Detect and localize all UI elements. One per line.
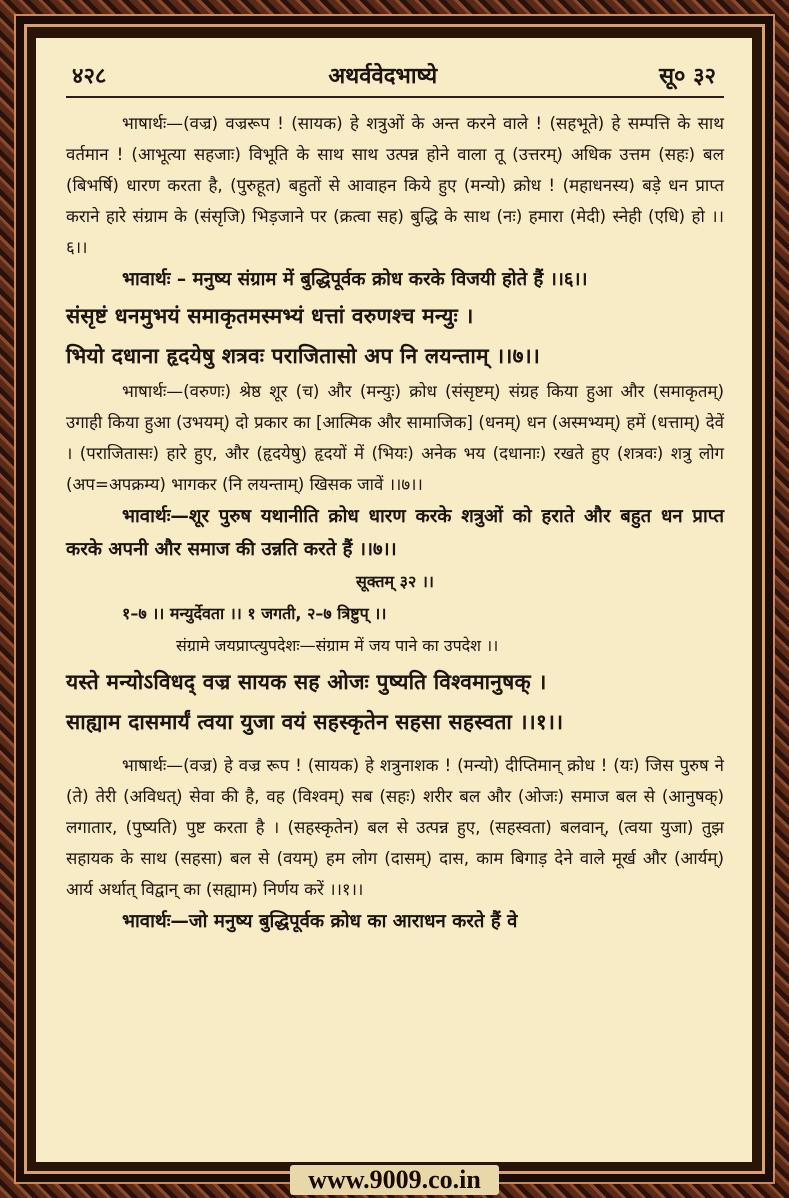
header-rule	[66, 96, 724, 98]
mantra-7-line-1: संसृष्टं धनमुभयं समाकृतमस्मभ्यं धत्तां वरुणश्च मन्युः ।	[66, 304, 474, 328]
book-page	[36, 38, 752, 1162]
bhavartha-7: भावार्थः—शूर पुरुष यथानीति क्रोध धारण करके शत्रुओं को हराते और बहुत धन प्राप्त करके अपनी और समाज की उन्नति करते हैं ।।७।।	[66, 506, 724, 560]
sukta-metadata: १–७ ।। मन्युर्देवता ।। १ जगती, २–७ त्रिष्टुप् ।।	[122, 604, 387, 623]
bhavartha-6: भावार्थः – मनुष्य संग्राम में बुद्धिपूर्वक क्रोध करके विजयी होते हैं ।।६।।	[122, 269, 588, 290]
book-title: अथर्ववेदभाष्ये	[328, 63, 438, 89]
sukta-heading: सूक्तम् ३२ ।।	[356, 572, 434, 591]
page-header	[66, 60, 724, 90]
mantra-1-line-1: यस्ते मन्योऽविधद् वज्र सायक सह ओजः पुष्यति विश्वमानुषक् ।	[66, 670, 547, 694]
sukta-subject: संग्रामे जयप्राप्त्युपदेशः—संग्राम में जय पाने का उपदेश ।।	[176, 636, 499, 655]
bhashartha-7: भाषार्थः—(वरुणः) श्रेष्ठ शूर (च) और (मन्युः) क्रोध (संसृष्टम्) संग्रह किया हुआ और (समाकृतम्) उगाही किया हुआ (उभयम्) दो प्रकार का [आत्मिक और सामाजिक] (धनम्) धन (अस्मभ्यम्) हमें (धत्ताम्) देवें । (पराजितासः) हारे हुए, और (हृदयेषु) हृदयों में (भियः) अनेक भय (दधानाः) रखते हुए (शत्रवः) शत्रु लोग (अप=अपक्रम्य) भागकर (नि लयन्ताम्) खिसक जावें ।।७।।	[66, 381, 724, 494]
sukta-reference: सू० ३२	[659, 63, 716, 89]
bhavartha-1: भावार्थः—जो मनुष्य बुद्धिपूर्वक क्रोध का आराधन करते हैं वे	[122, 911, 518, 932]
watermark-text: www.9009.co.in	[290, 1165, 499, 1195]
mantra-1-line-2: साह्याम दासमार्यं त्वया युजा वयं सहस्कृतेन सहसा सहस्वता ।।१।।	[66, 710, 564, 734]
site-watermark	[0, 1162, 789, 1198]
bhashartha-6: भाषार्थः—(वज्र) वज्ररूप ! (सायक) हे शत्रुओं के अन्त करने वाले ! (सहभूते) हे सम्पत्ति के साथ वर्तमान ! (आभूत्या सहजाः) विभूति के साथ साथ उत्पन्न होने वाला तू (उत्तरम्) अधिक उत्तम (सहः) बल (बिभर्षि) धारण करता है, (पुरुहूत) बहुतों से आवाहन किये हुए (मन्यो) क्रोध ! (महाधनस्य) बड़े धन प्राप्त कराने हारे संग्राम के (संसृजि) भिड़जाने पर (क्रत्वा सह) बुद्धि के साथ (नः) हमारा (मेदी) स्नेही (एधि) हो ।।६।।	[66, 113, 724, 257]
mantra-7-line-2: भियो दधाना हृदयेषु शत्रवः पराजितासो अप नि लयन्ताम् ।।७।।	[66, 344, 541, 368]
page-number: ४२८	[72, 63, 107, 89]
bhashartha-1: भाषार्थः—(वज्र) हे वज्र रूप ! (सायक) हे शत्रुनाशक ! (मन्यो) दीप्तिमान् क्रोध ! (यः) जिस पुरुष ने (ते) तेरी (अविधत्) सेवा की है, वह (विश्वम्) सब (सहः) शरीर बल और (ओजः) समाज बल से (आनुषक्) लगातार, (पुष्यति) पुष्ट करता है । (सहस्कृतेन) बल से उत्पन्न हुए, (सहस्वता) बलवान्, (त्वया युजा) तुझ सहायक के साथ (सहसा) बल से (वयम्) हम लोग (दासम्) दास, काम बिगाड़ देने वाले मूर्ख और (आर्यम्) आर्य अर्थात् विद्वान् का (सह्याम) निर्णय करें ।।१।।	[66, 755, 724, 899]
